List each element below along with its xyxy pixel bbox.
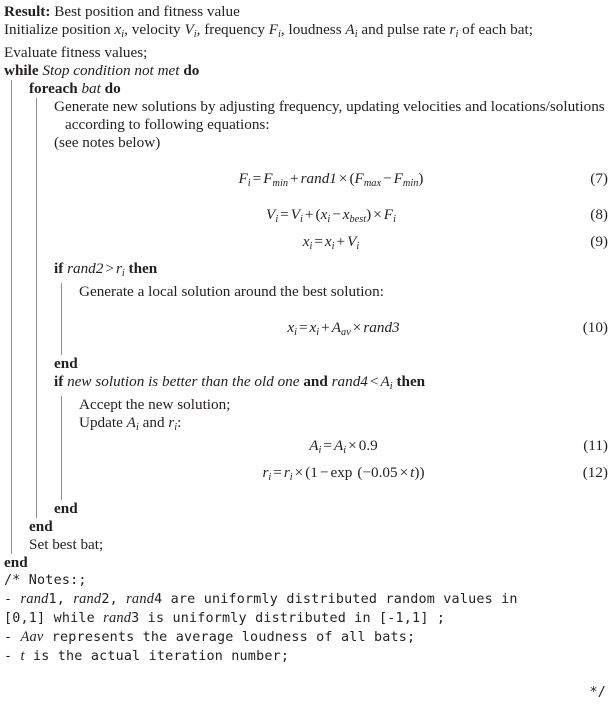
if-rand2-line bbox=[54, 260, 608, 283]
equation-9-body: $x_i = x_i + V_i$ bbox=[302, 232, 360, 252]
while-do-keyword: do bbox=[183, 61, 200, 79]
equation-9-row bbox=[54, 233, 608, 251]
equation-9-number: (9) bbox=[590, 232, 608, 250]
foreach-keyword: foreach bbox=[29, 79, 78, 97]
equation-12-row bbox=[79, 464, 608, 482]
notes-line-3 bbox=[4, 628, 608, 647]
if-new-solution-keyword: if bbox=[54, 372, 64, 390]
update-parameters-line: Update $A_i$ and $r_i$: bbox=[79, 413, 182, 433]
equation-12-body: $r_i = r_i \times (1 - \exp (-0.05 \times t))$ bbox=[262, 463, 425, 483]
if-rand2-body bbox=[54, 283, 608, 355]
if-new-solution-line bbox=[54, 373, 608, 396]
while-condition: Stop condition not met bbox=[42, 61, 180, 79]
end-if-new-solution bbox=[54, 500, 608, 518]
notes-rand3-symbol: rand bbox=[103, 609, 132, 626]
equation-spacer-top bbox=[54, 152, 608, 170]
evaluate-line: Evaluate fitness values; bbox=[4, 43, 148, 61]
end-if-rand2 bbox=[54, 355, 608, 373]
equation-8-body: $V_i = V_i + (x_i - x_{best}) \times F_i$ bbox=[266, 205, 396, 225]
notes-rand4-symbol: rand bbox=[126, 590, 155, 607]
equation-11-number: (11) bbox=[583, 436, 608, 454]
if-new-solution-condition-a: new solution is better than the old one bbox=[67, 372, 300, 390]
equation-11-body: $A_i = A_i \times 0.9$ bbox=[309, 436, 378, 456]
notes-line-2-tail: 3 is uniformly distributed in [-1,1] ; bbox=[131, 610, 446, 626]
if-new-solution-and-keyword: and bbox=[303, 372, 328, 390]
if-rand2-condition: rand2 > $r_i$ bbox=[67, 259, 125, 279]
notes-bullet-3: - bbox=[4, 629, 21, 645]
while-body bbox=[4, 80, 608, 554]
end-foreach bbox=[29, 518, 608, 536]
foreach-body bbox=[29, 98, 608, 518]
notes-line-2-head: [0,1] while bbox=[4, 610, 104, 626]
notes-rand1-suffix: 1, bbox=[48, 591, 74, 607]
result-label: Result: bbox=[4, 3, 51, 20]
equation-10-body: $x_i = x_i + A_{av}$ × rand3 bbox=[287, 318, 400, 338]
notes-open-line: /* Notes:; bbox=[4, 572, 87, 588]
while-line bbox=[4, 62, 608, 80]
equation-spacer-10-top bbox=[79, 301, 608, 319]
equation-10-row bbox=[79, 319, 608, 337]
local-solution-line: Generate a local solution around the best solution: bbox=[79, 282, 384, 300]
notes-line-3-tail: represents the average loudness of all bats; bbox=[43, 629, 416, 645]
foreach-do-keyword: do bbox=[104, 79, 121, 97]
see-notes-line: (see notes below) bbox=[54, 133, 161, 151]
equation-7-row bbox=[54, 170, 608, 188]
equation-12-number: (12) bbox=[582, 463, 608, 481]
notes-t-symbol: t bbox=[20, 647, 25, 664]
notes-bullet-1: - bbox=[4, 591, 21, 607]
foreach-subject: bat bbox=[81, 79, 101, 97]
notes-line-1-tail: 4 are uniformly distributed random values in bbox=[154, 591, 518, 607]
notes-line-2 bbox=[4, 609, 608, 628]
end-keyword-if-rand2: end bbox=[54, 354, 78, 372]
notes-line-4 bbox=[4, 647, 608, 666]
while-keyword: while bbox=[4, 61, 39, 79]
accept-solution-line: Accept the new solution; bbox=[79, 395, 231, 413]
notes-rand1-symbol: rand bbox=[20, 590, 49, 607]
if-rand2-keyword: if bbox=[54, 259, 64, 277]
generate-solutions-line: Generate new solutions by adjusting frequency, updating velocities and locations/solutions according to following equations: bbox=[54, 97, 605, 133]
end-keyword-foreach: end bbox=[29, 517, 53, 535]
equation-11-row bbox=[79, 437, 608, 455]
end-while bbox=[4, 554, 608, 572]
if-new-solution-condition-b: rand4 < $A_i$ bbox=[331, 372, 393, 392]
notes-line-4-tail: is the actual iteration number; bbox=[24, 648, 290, 664]
result-text: Best position and fitness value bbox=[54, 3, 240, 20]
equation-7-body: $F_i = F_{min}$ + rand1 × $(F_{max} - F_{min})$ bbox=[238, 169, 424, 189]
end-keyword-while: end bbox=[4, 553, 28, 571]
if-new-solution-body bbox=[54, 396, 608, 500]
initialize-line: Initialize position $x_i$, velocity $V_i$, frequency $F_i$, loudness $A_i$ and pulse rate $r_i$ of each bat; bbox=[4, 21, 533, 40]
equation-10-number: (10) bbox=[582, 318, 608, 336]
notes-aav-symbol: Aav bbox=[20, 628, 44, 645]
notes-close-line: */ bbox=[589, 684, 606, 700]
end-keyword-if-new-solution: end bbox=[54, 499, 78, 517]
foreach-line bbox=[29, 80, 608, 98]
notes-bullet-4: - bbox=[4, 648, 21, 664]
equation-7-number: (7) bbox=[590, 169, 608, 187]
result-line bbox=[4, 3, 608, 21]
if-rand2-then-keyword: then bbox=[128, 259, 158, 277]
equation-8-row bbox=[54, 206, 608, 224]
equation-8-number: (8) bbox=[590, 205, 608, 223]
notes-line-1 bbox=[4, 590, 608, 609]
notes-rand2-symbol: rand bbox=[73, 590, 102, 607]
notes-rand2-suffix: 2, bbox=[101, 591, 127, 607]
set-best-bat-line: Set best bat; bbox=[29, 535, 104, 553]
notes-close-spacer bbox=[4, 666, 608, 684]
if-new-solution-then-keyword: then bbox=[396, 372, 426, 390]
